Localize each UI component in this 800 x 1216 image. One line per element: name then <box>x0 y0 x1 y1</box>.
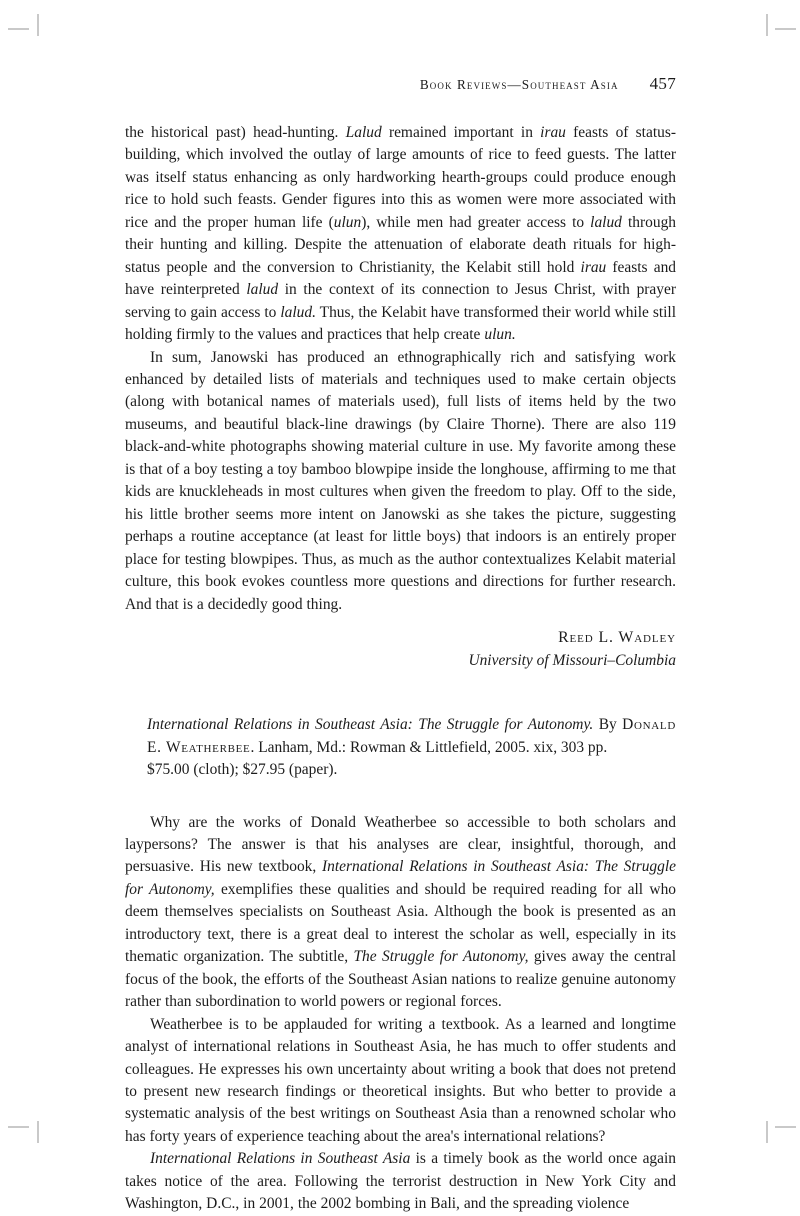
italic-term: Lalud <box>345 124 382 141</box>
italic-term: irau <box>580 258 607 276</box>
crop-mark-bottom-right-horizontal <box>775 1126 796 1128</box>
crop-mark-top-left-vertical <box>37 14 39 36</box>
reviewer-signature <box>125 627 676 672</box>
text-segment: in the context of its connection to Jesus Christ, with prayer serving to gain access to <box>125 281 676 321</box>
crop-mark-bottom-left-horizontal <box>8 1126 29 1128</box>
review-one-paragraph-1 <box>125 122 676 347</box>
text-segment: feasts of status-building, which involved the outlay of large amounts of rice to feed guests. The latter was itself status enhancing as only hardworking hearth-groups could produce enough rice to hold such feasts. Gender figures into this as women were more associated with rice and the proper human life ( <box>125 124 676 231</box>
text-segment: through their hunting and killing. Despite the attenuation of elaborate death rituals for high-status people and the conversion to Christianity, the Kelabit still hold <box>125 213 677 276</box>
text-segment: Thus, the Kelabit have transformed their world while still holding firmly to the values and practices that help create <box>125 303 676 344</box>
reviewer-name: Reed L. Wadley <box>558 628 676 646</box>
text-segment: the historical past) head-hunting. <box>125 124 346 141</box>
italic-term: ulun. <box>484 326 516 344</box>
italic-term: lalud <box>246 281 279 299</box>
crop-mark-top-right-vertical <box>766 14 768 36</box>
by-word: By <box>593 716 623 734</box>
review-one-paragraph-2: In sum, Janowski has produced an ethnographically rich and satisfying work enhanced by detailed lists of materials and techniques used to make certain objects (along with botanical names of materials used), full lists of items held by the two museums, and beautiful black-line drawings (by Claire Thorne). There are also 119 black-and-white photographs showing material culture in use. My favorite among these is that of a boy testing a toy bamboo blowpipe inside the longhouse, affirming to me that kids are knuckleheads in most cultures when given the freedom to play. Off to the side, his little brother seems more intent on Janowski as she takes the picture, suggesting perhaps a routine acceptance (at least for little boys) that indoors is an entirely proper place for testing blowpipes. Thus, as much as the author contextualizes Kelabit material culture, this book evokes countless more questions and directions for further research. And that is a decidedly good thing. <box>125 348 676 613</box>
italic-term: lalud <box>590 213 622 231</box>
review-two-paragraph-2: Weatherbee is to be applauded for writing a textbook. As a learned and longtime analyst of international relations in Southeast Asia, he has much to offer students and colleagues. He expresses his own uncertainty about writing a book that does not pretend to present new research findings or theoretical insights. But who better to provide a systematic analysis of the best writings on Southeast Asia than a renowned scholar who has forty years of experience teaching about the area's international relations? <box>125 1015 676 1145</box>
publication-details: . Lanham, Md.: Rowman & Littlefield, 2005. xix, 303 pp. <box>250 738 608 756</box>
section-spacer <box>125 782 676 812</box>
italic-term: irau <box>540 124 566 141</box>
crop-mark-bottom-left-vertical <box>37 1121 39 1143</box>
italic-title: International Relations in Southeast Asia <box>150 1150 411 1168</box>
crop-mark-top-right-horizontal <box>775 28 796 30</box>
italic-term: ulun <box>333 213 362 231</box>
review-two-paragraph-3 <box>125 1148 676 1215</box>
text-segment: ), while men had greater access to <box>361 213 591 231</box>
crop-mark-top-left-horizontal <box>8 28 29 30</box>
italic-term: lalud. <box>280 303 316 321</box>
book-price: $75.00 (cloth); $27.95 (paper). <box>147 761 338 779</box>
text-segment: feasts and have reinterpreted <box>125 258 677 299</box>
book-citation <box>147 714 676 781</box>
italic-title: International Relations in Southeast Asia: The Struggle for Autonomy, <box>125 858 676 898</box>
text-segment: gives away the central focus of the book, the efforts of the Southeast Asian nations to realize genuine autonomy rather than subordination to world powers or regional forces. <box>125 948 676 1011</box>
text-segment: is a timely book as the world once again takes notice of the area. Following the terrorist destruction in New York City and Washington, D.C., in 2001, the 2002 bombing in Bali, and the spreading violence <box>125 1150 676 1213</box>
book-title: International Relations in Southeast Asia: The Struggle for Autonomy. <box>147 716 594 734</box>
review-two-paragraph-1 <box>125 812 676 1014</box>
text-segment: exemplifies these qualities and should be required reading for all who deem themselves specialists on Southeast Asia. Although the book is presented as an introductory text, there is a great deal to interest the scholar as well, especially in its thematic organization. The subtitle, <box>125 880 677 966</box>
page-number: 457 <box>649 74 676 93</box>
crop-mark-bottom-right-vertical <box>766 1121 768 1143</box>
reviewer-affiliation: University of Missouri–Columbia <box>468 651 676 669</box>
text-column <box>125 122 676 1216</box>
text-segment: remained important in <box>381 124 541 141</box>
book-author: Donald E. Weatherbee <box>147 716 676 756</box>
running-head <box>125 74 676 94</box>
italic-subtitle: The Struggle for Autonomy, <box>353 948 529 966</box>
text-segment: Why are the works of Donald Weatherbee so accessible to both scholars and laypersons? The answer is that his analyses are clear, insightful, thorough, and persuasive. His new textbook, <box>125 813 676 876</box>
running-head-title: Book Reviews—Southeast Asia <box>419 77 619 92</box>
